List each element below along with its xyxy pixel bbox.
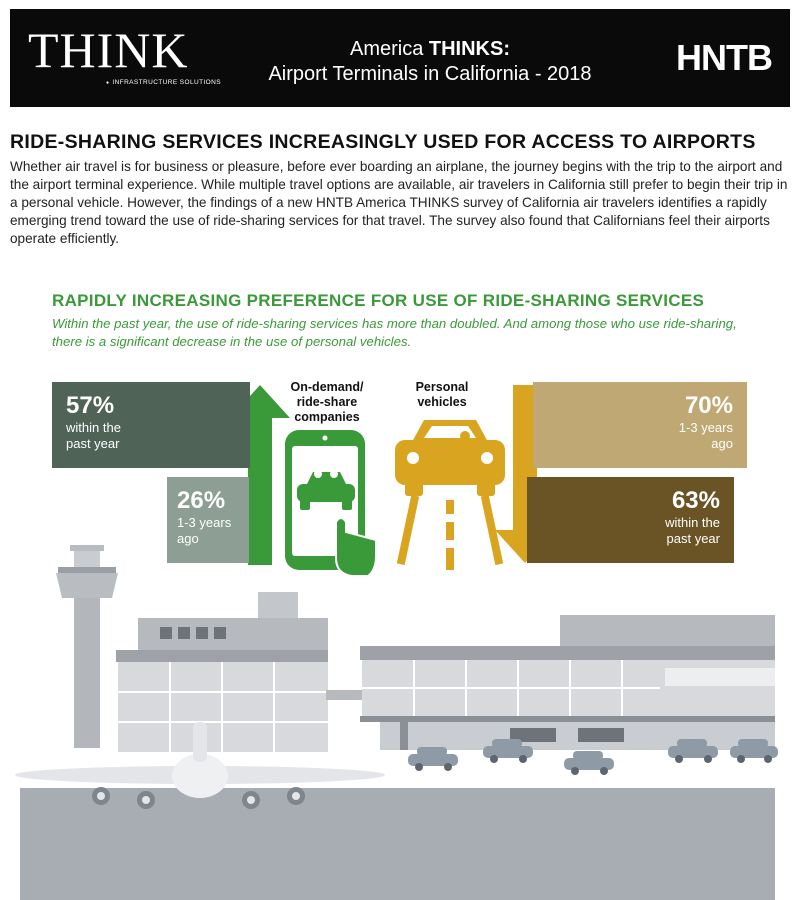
personal-caption: Personal vehicles [415, 380, 469, 409]
rideshare-recent-box [52, 382, 250, 468]
section-body: Whether air travel is for business or pleasure, before ever boarding an airplane, the journey begins with the trip to the airport and the airport terminal experience. While multiple travel options are available, air travelers in California still prefer to begin their trip in a personal vehicle. However, the findings of a new HNTB America THINKS survey of California air travelers identifies a rapidly emerging trend toward the use of ride-sharing services for that travel. The survey also found that Californians feel their airports operate efficiently. [10, 159, 788, 246]
personal-prior-label: 1-3 years ago [678, 420, 733, 451]
header-title-line2: Airport Terminals in California - 2018 [268, 63, 592, 85]
hntb-logo: HNTB [676, 37, 772, 78]
rideshare-prior-box [167, 477, 249, 563]
rideshare-prior-label: 1-3 years ago [177, 515, 232, 546]
personal-prior-box [533, 382, 747, 468]
section-title: RIDE-SHARING SERVICES INCREASINGLY USED FOR ACCESS TO AIRPORTS [10, 131, 756, 153]
terminal-car [564, 751, 614, 775]
right-terminal [360, 615, 775, 750]
rideshare-caption: On-demand/ ride-share companies [290, 380, 364, 424]
header-title-bold: THINKS: [428, 38, 510, 60]
personal-recent-pct: 63% [671, 487, 720, 514]
car-icon [395, 420, 505, 496]
rideshare-recent-label: within the past year [66, 420, 121, 451]
personal-prior-pct: 70% [684, 392, 733, 419]
terminal-car [408, 747, 458, 771]
header-title-prefix: America [349, 38, 429, 60]
control-tower [56, 545, 118, 748]
tarmac [20, 788, 775, 900]
smartphone-icon [285, 430, 376, 576]
left-terminal [116, 592, 370, 752]
think-logo: THINK [28, 22, 189, 78]
preference-subtitle: Within the past year, the use of ride-sharing services has more than doubled. And among those who use ride-sharing, there is a significant decrease in the use of personal vehicles. [52, 316, 737, 349]
road-icon [397, 495, 503, 570]
think-logo-subtitle: ● INFRASTRUCTURE SOLUTIONS [106, 79, 221, 86]
personal-recent-label: within the past year [665, 515, 720, 546]
preference-title: RAPIDLY INCREASING PREFERENCE FOR USE OF RIDE-SHARING SERVICES [52, 291, 705, 310]
personal-recent-box [527, 477, 734, 563]
rideshare-prior-pct: 26% [177, 487, 226, 514]
rideshare-recent-pct: 57% [66, 392, 115, 419]
